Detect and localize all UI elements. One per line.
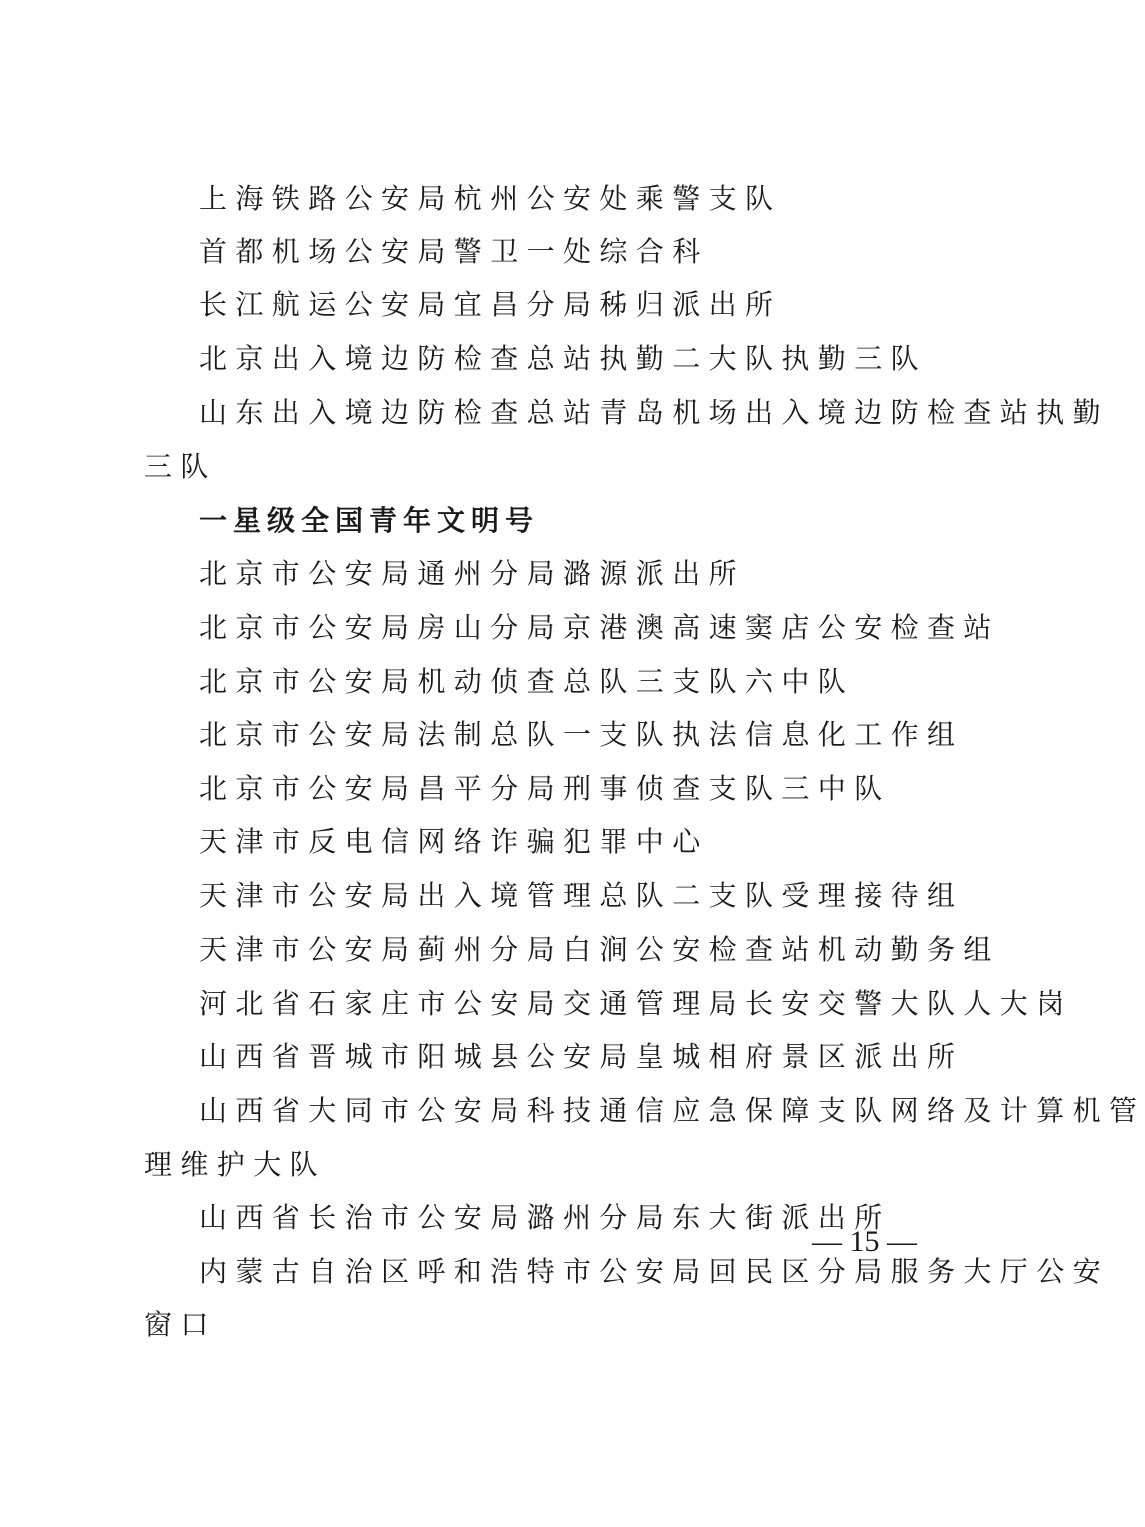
list-item: 河北省石家庄市公安局交通管理局长安交警大队人大岗 bbox=[199, 987, 1073, 1020]
section-heading: 一星级全国青年文明号 bbox=[199, 504, 540, 537]
list-item: 山西省大同市公安局科技通信应急保障支队网络及计算机管 bbox=[199, 1094, 1145, 1127]
list-item: 北京市公安局昌平分局刑事侦查支队三中队 bbox=[199, 772, 891, 805]
list-item-continuation: 窗口 bbox=[144, 1308, 217, 1341]
page-number: — 15 — bbox=[812, 1225, 917, 1258]
list-item: 山西省晋城市阳城县公安局皇城相府景区派出所 bbox=[199, 1040, 964, 1073]
list-item: 北京市公安局通州分局潞源派出所 bbox=[199, 557, 746, 590]
list-item-continuation: 理维护大队 bbox=[144, 1148, 327, 1181]
list-item: 长江航运公安局宜昌分局秭归派出所 bbox=[199, 288, 782, 321]
list-item: 山西省长治市公安局潞州分局东大街派出所 bbox=[199, 1201, 891, 1234]
list-item: 北京市公安局机动侦查总队三支队六中队 bbox=[199, 665, 855, 698]
list-item: 天津市反电信网络诈骗犯罪中心 bbox=[199, 825, 709, 858]
list-item: 天津市公安局蓟州分局白涧公安检查站机动勤务组 bbox=[199, 933, 1000, 966]
list-item: 北京市公安局房山分局京港澳高速窦店公安检查站 bbox=[199, 611, 1000, 644]
list-item: 上海铁路公安局杭州公安处乘警支队 bbox=[199, 182, 782, 215]
list-item: 首都机场公安局警卫一处综合科 bbox=[199, 235, 709, 268]
list-item: 北京出入境边防检查总站执勤二大队执勤三队 bbox=[199, 342, 928, 375]
list-item-continuation: 三队 bbox=[144, 450, 217, 483]
list-item: 天津市公安局出入境管理总队二支队受理接待组 bbox=[199, 879, 964, 912]
list-item: 北京市公安局法制总队一支队执法信息化工作组 bbox=[199, 718, 964, 751]
list-item: 山东出入境边防检查总站青岛机场出入境边防检查站执勤 bbox=[199, 396, 1110, 429]
list-item: 内蒙古自治区呼和浩特市公安局回民区分局服务大厅公安 bbox=[199, 1255, 1110, 1288]
